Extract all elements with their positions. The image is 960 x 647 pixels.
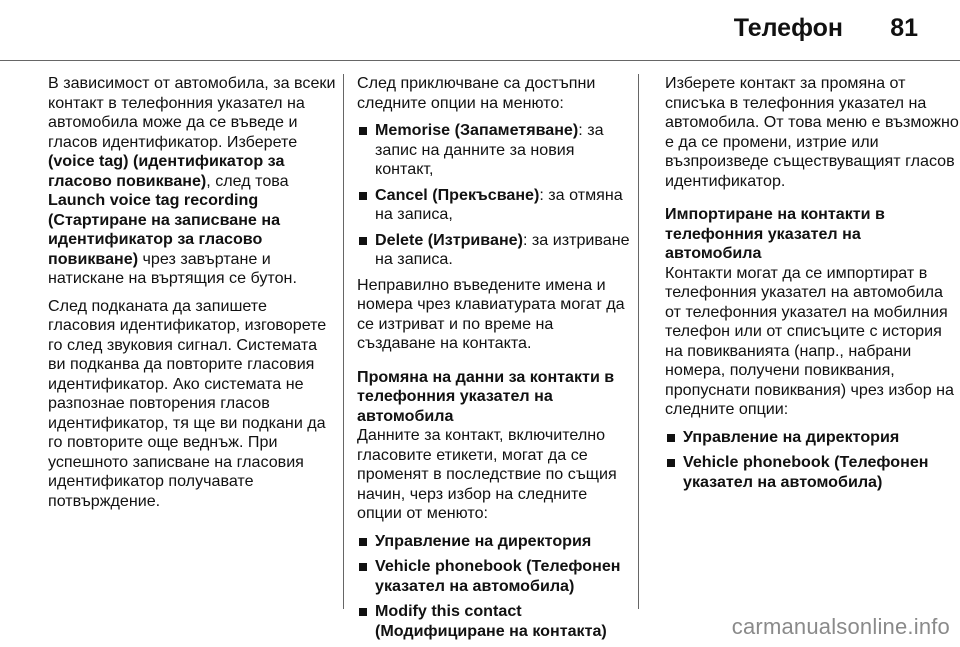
- column-divider: [638, 74, 639, 609]
- option-label: Cancel (Прекъсване): [375, 185, 540, 204]
- list-item: [357, 186, 635, 225]
- menu-option-launch-recording: Launch voice tag recording (Стартиране на записване на идентификатор за гласово повикване): [48, 191, 281, 268]
- column-divider: [343, 74, 344, 609]
- column-middle: [357, 74, 635, 647]
- column-left: [48, 74, 338, 519]
- options-intro: След приключване са достъпни следните опции на менюто:: [357, 74, 596, 112]
- menu-path-item: Управление на директория: [683, 427, 900, 446]
- recording-instructions-paragraph: След подканата да запишете гласовия идентификатор, изговорете го след звуковия сигнал. Системата ви подканва да повторите гласовия идентификатор. Ако системата не разпознае повторения гласов идентификатор, тя ще ви подкани да го повторите още веднъж. При успешното записване на гласовия идентификатор получавате потвърждение.: [48, 296, 327, 510]
- option-desc: : за запис на данните за новия контакт,: [375, 121, 604, 178]
- menu-option-voice-tag: (voice tag) (идентификатор за гласово повикване): [48, 152, 285, 190]
- section-heading-modify: Промяна на данни за контакти в телефонния указател на автомобила: [357, 367, 615, 425]
- page-header: [0, 0, 960, 60]
- import-paragraph: Контакти могат да се импортират в телефонния указател на автомобила от телефонния указател на мобилния телефон или от списъците с история на повикванията (напр., набрани номера, получени повиквания, пропуснати повиквания) чрез избор на следните опции:: [665, 263, 954, 418]
- option-label: Memorise (Запаметяване): [375, 121, 579, 139]
- text-run: В зависимост от автомобила, за всеки контакт в телефонния указател на автомобила може да се въведе и гласов идентификатор. Изберете: [48, 74, 336, 151]
- menu-path-item: Управление на директория: [375, 531, 592, 550]
- watermark-text: carmanualsonline.info: [731, 614, 950, 639]
- option-desc: : за отмяна на записа,: [375, 185, 623, 223]
- deletion-note-paragraph: Неправилно въведените имена и номера чрез клавиатурата могат да се изтриват и по време на създаване на контакта.: [357, 275, 625, 352]
- list-item: [357, 557, 635, 596]
- text-run: , след това: [206, 171, 289, 190]
- list-item: [357, 532, 635, 552]
- section-heading-import: Импортиране на контакти в телефонния указател на автомобила: [665, 205, 885, 262]
- option-desc: : за изтриване на записа.: [375, 230, 630, 268]
- list-item: [357, 121, 635, 180]
- modify-paragraph: Данните за контакт, включително гласовите етикети, могат да се променят в последствие по същия начин, черз избор на следните опции от менюто:: [357, 426, 617, 522]
- list-item: [665, 428, 960, 448]
- list-item: [357, 231, 635, 270]
- list-item: [665, 453, 960, 492]
- menu-path-item: Vehicle phonebook (Телефонен указател на автомобила): [683, 453, 929, 491]
- option-label: Delete (Изтриване): [375, 230, 523, 249]
- page-title: Телефон: [733, 14, 843, 42]
- select-contact-paragraph: Изберете контакт за промяна от списъка в телефонния указател на автомобила. От това меню е възможно е да се промени, изтрие или възпроизведе съществуващият гласов идентификатор.: [665, 74, 959, 190]
- column-right: [665, 74, 960, 498]
- menu-path-item: Vehicle phonebook (Телефонен указател на автомобила): [375, 557, 621, 595]
- voice-tag-paragraph: [48, 74, 338, 289]
- menu-options-list: [357, 121, 635, 270]
- text-run: чрез завъртане и натискане на въртящия се бутон.: [48, 249, 297, 287]
- menu-path-list: [665, 428, 960, 493]
- list-item: [357, 602, 635, 641]
- header-divider: [0, 60, 960, 61]
- menu-path-list: [357, 532, 635, 642]
- menu-path-item: Modify this contact (Модифициране на контакта): [375, 602, 607, 640]
- page-number: 81: [890, 14, 918, 42]
